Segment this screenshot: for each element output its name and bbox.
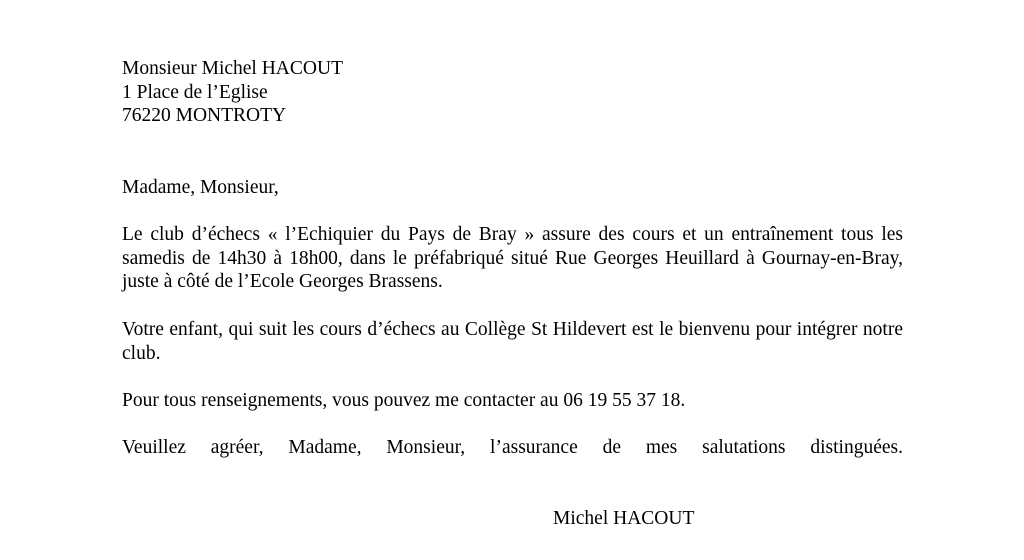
- paragraph-invitation: Votre enfant, qui suit les cours d’échecs au Collège St Hildevert est le bienvenu pour intégrer notre club.: [122, 319, 903, 364]
- recipient-city: 76220 MONTROTY: [122, 105, 287, 126]
- letter-signature: Michel HACOUT: [553, 508, 695, 529]
- recipient-address: [122, 57, 722, 128]
- recipient-name: Monsieur Michel HACOUT: [122, 58, 343, 79]
- letter-closing: Veuillez agréer, Madame, Monsieur, l’assurance de mes salutations distinguées.: [122, 437, 903, 458]
- paragraph-contact: Pour tous renseignements, vous pouvez me contacter au 06 19 55 37 18.: [122, 390, 686, 411]
- recipient-street: 1 Place de l’Eglise: [122, 81, 268, 103]
- paragraph-club-info: Le club d’échecs « l’Echiquier du Pays de Bray » assure des cours et un entraînement tous les samedis de 14h30 à 18h00, dans le préfabriqué situé Rue Georges Heuillard à Gournay-en-Bray, juste à côté de l’Ecole Georges Brassens.: [122, 224, 903, 292]
- letter-salutation: Madame, Monsieur,: [122, 177, 279, 198]
